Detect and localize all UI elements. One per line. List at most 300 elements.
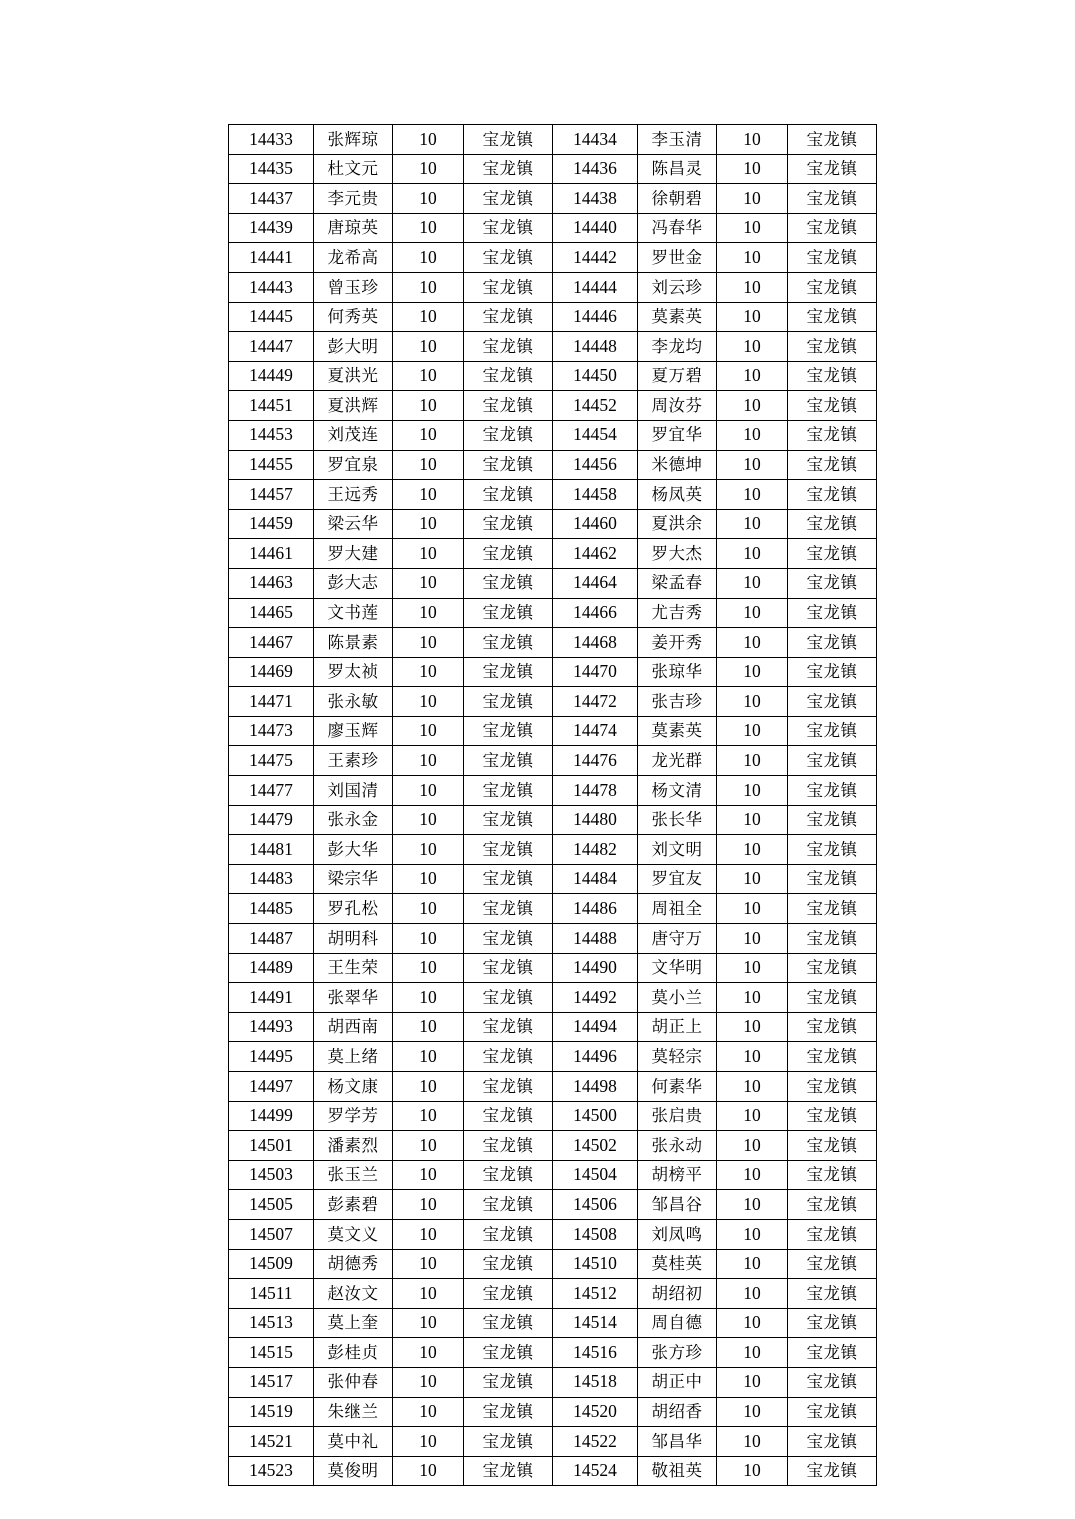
cell-id: 14520 — [553, 1397, 638, 1427]
cell-town: 宝龙镇 — [464, 302, 553, 332]
cell-town: 宝龙镇 — [788, 568, 877, 598]
cell-id: 14473 — [229, 716, 314, 746]
cell-name: 莫桂英 — [638, 1249, 717, 1279]
cell-town: 宝龙镇 — [464, 776, 553, 806]
cell-id: 14464 — [553, 568, 638, 598]
cell-id: 14440 — [553, 213, 638, 243]
table-row — [229, 213, 877, 243]
cell-id: 14487 — [229, 924, 314, 954]
cell-id: 14439 — [229, 213, 314, 243]
cell-town: 宝龙镇 — [788, 1190, 877, 1220]
cell-amount: 10 — [393, 1160, 464, 1190]
cell-amount: 10 — [717, 805, 788, 835]
table-row — [229, 835, 877, 865]
table-row — [229, 420, 877, 450]
cell-town: 宝龙镇 — [788, 835, 877, 865]
cell-id: 14498 — [553, 1072, 638, 1102]
cell-amount: 10 — [717, 1427, 788, 1457]
cell-name: 莫中礼 — [314, 1427, 393, 1457]
cell-name: 胡榜平 — [638, 1160, 717, 1190]
cell-amount: 10 — [393, 420, 464, 450]
cell-name: 周汝芬 — [638, 391, 717, 421]
cell-id: 14486 — [553, 894, 638, 924]
cell-name: 张琼华 — [638, 657, 717, 687]
cell-name: 罗宜华 — [638, 420, 717, 450]
cell-town: 宝龙镇 — [464, 1160, 553, 1190]
cell-id: 14442 — [553, 243, 638, 273]
cell-id: 14462 — [553, 539, 638, 569]
cell-town: 宝龙镇 — [464, 1219, 553, 1249]
cell-town: 宝龙镇 — [464, 1397, 553, 1427]
cell-id: 14485 — [229, 894, 314, 924]
cell-town: 宝龙镇 — [464, 835, 553, 865]
cell-town: 宝龙镇 — [464, 125, 553, 155]
cell-name: 朱继兰 — [314, 1397, 393, 1427]
cell-town: 宝龙镇 — [464, 657, 553, 687]
cell-name: 胡绍香 — [638, 1397, 717, 1427]
table-row — [229, 302, 877, 332]
table-row — [229, 1131, 877, 1161]
table-row — [229, 539, 877, 569]
table-row — [229, 480, 877, 510]
cell-name: 张永敏 — [314, 687, 393, 717]
cell-name: 罗宜友 — [638, 864, 717, 894]
cell-id: 14510 — [553, 1249, 638, 1279]
table-row — [229, 657, 877, 687]
cell-id: 14463 — [229, 568, 314, 598]
table-row — [229, 1308, 877, 1338]
cell-amount: 10 — [717, 1308, 788, 1338]
cell-id: 14521 — [229, 1427, 314, 1457]
cell-name: 邹昌谷 — [638, 1190, 717, 1220]
cell-town: 宝龙镇 — [788, 598, 877, 628]
cell-amount: 10 — [717, 1072, 788, 1102]
cell-amount: 10 — [393, 1101, 464, 1131]
cell-amount: 10 — [393, 1012, 464, 1042]
table-row — [229, 125, 877, 155]
cell-amount: 10 — [393, 243, 464, 273]
cell-town: 宝龙镇 — [788, 480, 877, 510]
cell-town: 宝龙镇 — [788, 924, 877, 954]
table-row — [229, 953, 877, 983]
cell-town: 宝龙镇 — [788, 953, 877, 983]
cell-town: 宝龙镇 — [464, 894, 553, 924]
cell-id: 14499 — [229, 1101, 314, 1131]
cell-amount: 10 — [717, 154, 788, 184]
cell-name: 胡正中 — [638, 1367, 717, 1397]
cell-town: 宝龙镇 — [788, 302, 877, 332]
cell-amount: 10 — [393, 1219, 464, 1249]
cell-amount: 10 — [393, 332, 464, 362]
cell-amount: 10 — [717, 598, 788, 628]
cell-amount: 10 — [393, 805, 464, 835]
cell-id: 14516 — [553, 1338, 638, 1368]
cell-town: 宝龙镇 — [788, 539, 877, 569]
cell-id: 14475 — [229, 746, 314, 776]
cell-name: 李玉清 — [638, 125, 717, 155]
cell-id: 14478 — [553, 776, 638, 806]
cell-amount: 10 — [717, 628, 788, 658]
cell-name: 彭大明 — [314, 332, 393, 362]
cell-id: 14467 — [229, 628, 314, 658]
cell-amount: 10 — [717, 1190, 788, 1220]
cell-amount: 10 — [393, 716, 464, 746]
cell-amount: 10 — [393, 776, 464, 806]
cell-name: 梁云华 — [314, 509, 393, 539]
cell-amount: 10 — [717, 746, 788, 776]
cell-id: 14502 — [553, 1131, 638, 1161]
cell-name: 姜开秀 — [638, 628, 717, 658]
cell-town: 宝龙镇 — [788, 746, 877, 776]
table-row — [229, 1338, 877, 1368]
cell-id: 14435 — [229, 154, 314, 184]
cell-amount: 10 — [393, 1190, 464, 1220]
cell-id: 14511 — [229, 1279, 314, 1309]
table-row — [229, 1072, 877, 1102]
cell-amount: 10 — [393, 1456, 464, 1486]
cell-id: 14443 — [229, 272, 314, 302]
table-row — [229, 509, 877, 539]
cell-town: 宝龙镇 — [464, 213, 553, 243]
cell-town: 宝龙镇 — [464, 983, 553, 1013]
cell-id: 14468 — [553, 628, 638, 658]
cell-name: 刘国清 — [314, 776, 393, 806]
cell-amount: 10 — [717, 184, 788, 214]
cell-id: 14448 — [553, 332, 638, 362]
cell-id: 14508 — [553, 1219, 638, 1249]
cell-name: 莫文义 — [314, 1219, 393, 1249]
cell-town: 宝龙镇 — [464, 509, 553, 539]
cell-town: 宝龙镇 — [464, 1338, 553, 1368]
cell-amount: 10 — [393, 628, 464, 658]
cell-name: 赵汝文 — [314, 1279, 393, 1309]
table-row — [229, 628, 877, 658]
cell-town: 宝龙镇 — [788, 125, 877, 155]
cell-amount: 10 — [717, 480, 788, 510]
cell-id: 14489 — [229, 953, 314, 983]
cell-amount: 10 — [393, 509, 464, 539]
table-row — [229, 391, 877, 421]
cell-name: 罗学芳 — [314, 1101, 393, 1131]
cell-amount: 10 — [717, 1219, 788, 1249]
cell-amount: 10 — [717, 1160, 788, 1190]
cell-town: 宝龙镇 — [464, 1190, 553, 1220]
cell-town: 宝龙镇 — [464, 450, 553, 480]
cell-town: 宝龙镇 — [788, 361, 877, 391]
cell-amount: 10 — [393, 924, 464, 954]
cell-amount: 10 — [393, 302, 464, 332]
cell-id: 14506 — [553, 1190, 638, 1220]
cell-name: 杨凤英 — [638, 480, 717, 510]
cell-name: 唐守万 — [638, 924, 717, 954]
cell-name: 莫上绪 — [314, 1042, 393, 1072]
cell-town: 宝龙镇 — [788, 805, 877, 835]
cell-town: 宝龙镇 — [788, 1042, 877, 1072]
cell-town: 宝龙镇 — [464, 420, 553, 450]
cell-id: 14454 — [553, 420, 638, 450]
cell-amount: 10 — [717, 213, 788, 243]
cell-id: 14493 — [229, 1012, 314, 1042]
cell-id: 14490 — [553, 953, 638, 983]
cell-name: 胡西南 — [314, 1012, 393, 1042]
cell-id: 14503 — [229, 1160, 314, 1190]
cell-amount: 10 — [393, 746, 464, 776]
cell-name: 梁宗华 — [314, 864, 393, 894]
cell-name: 周祖全 — [638, 894, 717, 924]
cell-id: 14496 — [553, 1042, 638, 1072]
cell-town: 宝龙镇 — [788, 184, 877, 214]
table-row — [229, 805, 877, 835]
cell-town: 宝龙镇 — [788, 1279, 877, 1309]
cell-id: 14459 — [229, 509, 314, 539]
cell-name: 夏洪辉 — [314, 391, 393, 421]
cell-id: 14480 — [553, 805, 638, 835]
cell-amount: 10 — [717, 450, 788, 480]
cell-name: 罗大建 — [314, 539, 393, 569]
cell-town: 宝龙镇 — [464, 1456, 553, 1486]
cell-id: 14446 — [553, 302, 638, 332]
table-row — [229, 1249, 877, 1279]
cell-id: 14451 — [229, 391, 314, 421]
cell-name: 刘云珍 — [638, 272, 717, 302]
cell-amount: 10 — [393, 1042, 464, 1072]
cell-name: 张辉琼 — [314, 125, 393, 155]
cell-amount: 10 — [393, 983, 464, 1013]
cell-amount: 10 — [717, 420, 788, 450]
cell-name: 夏洪光 — [314, 361, 393, 391]
cell-amount: 10 — [717, 953, 788, 983]
cell-name: 张玉兰 — [314, 1160, 393, 1190]
cell-name: 彭桂贞 — [314, 1338, 393, 1368]
cell-amount: 10 — [393, 125, 464, 155]
cell-town: 宝龙镇 — [464, 1042, 553, 1072]
cell-name: 莫俊明 — [314, 1456, 393, 1486]
cell-town: 宝龙镇 — [788, 1249, 877, 1279]
cell-town: 宝龙镇 — [788, 243, 877, 273]
cell-town: 宝龙镇 — [464, 1249, 553, 1279]
cell-name: 陈昌灵 — [638, 154, 717, 184]
cell-name: 何秀英 — [314, 302, 393, 332]
cell-id: 14507 — [229, 1219, 314, 1249]
table-body — [229, 125, 877, 1486]
cell-town: 宝龙镇 — [464, 1131, 553, 1161]
cell-amount: 10 — [717, 391, 788, 421]
table-row — [229, 154, 877, 184]
table-row — [229, 1190, 877, 1220]
cell-amount: 10 — [717, 1456, 788, 1486]
cell-amount: 10 — [717, 243, 788, 273]
cell-town: 宝龙镇 — [788, 1367, 877, 1397]
cell-id: 14500 — [553, 1101, 638, 1131]
cell-name: 莫轻宗 — [638, 1042, 717, 1072]
cell-amount: 10 — [717, 302, 788, 332]
cell-name: 莫素英 — [638, 302, 717, 332]
cell-town: 宝龙镇 — [464, 361, 553, 391]
table-row — [229, 864, 877, 894]
cell-town: 宝龙镇 — [464, 1279, 553, 1309]
cell-name: 张永动 — [638, 1131, 717, 1161]
cell-amount: 10 — [393, 864, 464, 894]
cell-town: 宝龙镇 — [464, 1072, 553, 1102]
table-row — [229, 1367, 877, 1397]
cell-name: 徐朝碧 — [638, 184, 717, 214]
table-row — [229, 332, 877, 362]
cell-amount: 10 — [717, 125, 788, 155]
cell-town: 宝龙镇 — [464, 716, 553, 746]
cell-amount: 10 — [393, 687, 464, 717]
cell-id: 14452 — [553, 391, 638, 421]
cell-name: 彭大华 — [314, 835, 393, 865]
cell-town: 宝龙镇 — [788, 213, 877, 243]
cell-name: 潘素烈 — [314, 1131, 393, 1161]
cell-id: 14441 — [229, 243, 314, 273]
cell-name: 张方珍 — [638, 1338, 717, 1368]
table-row — [229, 716, 877, 746]
cell-amount: 10 — [393, 1338, 464, 1368]
cell-amount: 10 — [393, 657, 464, 687]
cell-id: 14484 — [553, 864, 638, 894]
cell-amount: 10 — [717, 657, 788, 687]
cell-id: 14469 — [229, 657, 314, 687]
cell-amount: 10 — [393, 953, 464, 983]
cell-id: 14474 — [553, 716, 638, 746]
table-row — [229, 1160, 877, 1190]
cell-town: 宝龙镇 — [464, 332, 553, 362]
table-row — [229, 1279, 877, 1309]
cell-amount: 10 — [393, 1279, 464, 1309]
cell-name: 王远秀 — [314, 480, 393, 510]
cell-id: 14470 — [553, 657, 638, 687]
cell-town: 宝龙镇 — [464, 924, 553, 954]
cell-amount: 10 — [717, 894, 788, 924]
cell-town: 宝龙镇 — [788, 716, 877, 746]
cell-name: 廖玉辉 — [314, 716, 393, 746]
cell-amount: 10 — [393, 1249, 464, 1279]
cell-id: 14445 — [229, 302, 314, 332]
cell-amount: 10 — [393, 154, 464, 184]
cell-amount: 10 — [717, 1367, 788, 1397]
cell-town: 宝龙镇 — [464, 154, 553, 184]
cell-id: 14495 — [229, 1042, 314, 1072]
cell-name: 冯春华 — [638, 213, 717, 243]
cell-town: 宝龙镇 — [788, 1160, 877, 1190]
table-row — [229, 243, 877, 273]
cell-name: 罗太祯 — [314, 657, 393, 687]
cell-town: 宝龙镇 — [788, 154, 877, 184]
table-row — [229, 746, 877, 776]
table-row — [229, 894, 877, 924]
cell-town: 宝龙镇 — [464, 598, 553, 628]
cell-town: 宝龙镇 — [464, 243, 553, 273]
cell-name: 胡正上 — [638, 1012, 717, 1042]
cell-town: 宝龙镇 — [788, 1308, 877, 1338]
cell-amount: 10 — [393, 1308, 464, 1338]
cell-amount: 10 — [717, 835, 788, 865]
cell-amount: 10 — [717, 539, 788, 569]
cell-town: 宝龙镇 — [464, 1367, 553, 1397]
cell-amount: 10 — [717, 361, 788, 391]
cell-name: 张仲春 — [314, 1367, 393, 1397]
cell-name: 胡明科 — [314, 924, 393, 954]
cell-amount: 10 — [717, 687, 788, 717]
cell-id: 14438 — [553, 184, 638, 214]
cell-id: 14476 — [553, 746, 638, 776]
cell-town: 宝龙镇 — [788, 1456, 877, 1486]
table-row — [229, 983, 877, 1013]
cell-name: 邹昌华 — [638, 1427, 717, 1457]
cell-id: 14523 — [229, 1456, 314, 1486]
cell-town: 宝龙镇 — [788, 983, 877, 1013]
cell-id: 14460 — [553, 509, 638, 539]
cell-town: 宝龙镇 — [464, 391, 553, 421]
cell-amount: 10 — [393, 184, 464, 214]
cell-town: 宝龙镇 — [788, 1101, 877, 1131]
cell-name: 莫上奎 — [314, 1308, 393, 1338]
cell-town: 宝龙镇 — [788, 1219, 877, 1249]
cell-amount: 10 — [717, 1279, 788, 1309]
table-row — [229, 1397, 877, 1427]
cell-town: 宝龙镇 — [788, 628, 877, 658]
cell-name: 龙光群 — [638, 746, 717, 776]
cell-id: 14447 — [229, 332, 314, 362]
cell-name: 彭大志 — [314, 568, 393, 598]
cell-town: 宝龙镇 — [788, 687, 877, 717]
cell-amount: 10 — [717, 272, 788, 302]
table-row — [229, 598, 877, 628]
cell-town: 宝龙镇 — [788, 1427, 877, 1457]
cell-id: 14483 — [229, 864, 314, 894]
cell-town: 宝龙镇 — [464, 272, 553, 302]
cell-town: 宝龙镇 — [788, 864, 877, 894]
cell-id: 14477 — [229, 776, 314, 806]
cell-amount: 10 — [393, 835, 464, 865]
cell-town: 宝龙镇 — [788, 1012, 877, 1042]
cell-town: 宝龙镇 — [464, 1308, 553, 1338]
cell-id: 14453 — [229, 420, 314, 450]
table-row — [229, 1219, 877, 1249]
cell-id: 14522 — [553, 1427, 638, 1457]
table-row — [229, 1456, 877, 1486]
cell-amount: 10 — [393, 391, 464, 421]
cell-amount: 10 — [717, 864, 788, 894]
cell-name: 敬祖英 — [638, 1456, 717, 1486]
cell-id: 14515 — [229, 1338, 314, 1368]
cell-amount: 10 — [393, 213, 464, 243]
cell-name: 张翠华 — [314, 983, 393, 1013]
cell-id: 14513 — [229, 1308, 314, 1338]
cell-id: 14471 — [229, 687, 314, 717]
cell-name: 刘茂连 — [314, 420, 393, 450]
cell-town: 宝龙镇 — [788, 509, 877, 539]
cell-name: 莫素英 — [638, 716, 717, 746]
cell-name: 刘文明 — [638, 835, 717, 865]
cell-amount: 10 — [717, 1249, 788, 1279]
cell-name: 文书莲 — [314, 598, 393, 628]
cell-amount: 10 — [717, 1101, 788, 1131]
cell-id: 14488 — [553, 924, 638, 954]
cell-id: 14512 — [553, 1279, 638, 1309]
cell-town: 宝龙镇 — [464, 1427, 553, 1457]
cell-id: 14517 — [229, 1367, 314, 1397]
cell-name: 梁孟春 — [638, 568, 717, 598]
cell-amount: 10 — [717, 1397, 788, 1427]
table-row — [229, 361, 877, 391]
cell-town: 宝龙镇 — [464, 480, 553, 510]
cell-name: 张吉珍 — [638, 687, 717, 717]
beneficiary-table — [228, 124, 877, 1486]
cell-id: 14524 — [553, 1456, 638, 1486]
cell-name: 彭素碧 — [314, 1190, 393, 1220]
